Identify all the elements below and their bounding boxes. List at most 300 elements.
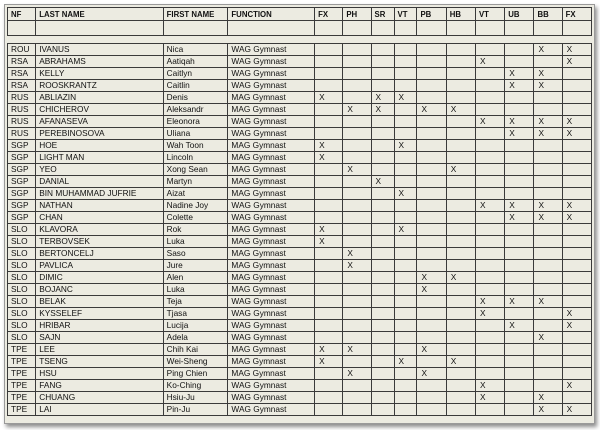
header-fx: FX (315, 8, 343, 21)
cell-apparatus-mark (417, 296, 446, 308)
cell-apparatus-mark (562, 140, 591, 152)
cell-apparatus-mark (534, 368, 562, 380)
cell-apparatus-mark (446, 212, 475, 224)
cell-first-name: Hsiu-Ju (163, 392, 228, 404)
table-row (8, 200, 592, 212)
cell-apparatus-mark (446, 44, 475, 56)
cell-apparatus-mark (446, 116, 475, 128)
cell-first-name: Adela (163, 332, 228, 344)
cell-nf: SGP (8, 188, 36, 200)
table-row (8, 80, 592, 92)
cell-last-name: TERBOVSEK (36, 236, 163, 248)
table-row (8, 392, 592, 404)
cell-function: MAG Gymnast (228, 344, 315, 356)
cell-apparatus-mark (394, 284, 417, 296)
cell-apparatus-mark (417, 128, 446, 140)
table-row (8, 368, 592, 380)
cell-apparatus-mark (562, 356, 591, 368)
cell-apparatus-mark (417, 260, 446, 272)
cell-first-name: Rok (163, 224, 228, 236)
cell-apparatus-mark (394, 320, 417, 332)
header-bb: BB (534, 8, 562, 21)
cell-last-name: CHUANG (36, 392, 163, 404)
cell-apparatus-mark (534, 272, 562, 284)
cell-apparatus-mark (505, 236, 534, 248)
cell-apparatus-mark: X (315, 152, 343, 164)
gymnast-entry-table (7, 7, 592, 416)
cell-apparatus-mark (505, 104, 534, 116)
table-row (8, 104, 592, 116)
cell-function: MAG Gymnast (228, 248, 315, 260)
cell-apparatus-mark (534, 260, 562, 272)
cell-apparatus-mark (343, 356, 371, 368)
cell-apparatus-mark (417, 176, 446, 188)
cell-apparatus-mark (394, 272, 417, 284)
cell-first-name: Colette (163, 212, 228, 224)
cell-apparatus-mark (394, 344, 417, 356)
cell-apparatus-mark (371, 296, 394, 308)
cell-apparatus-mark (475, 404, 504, 416)
cell-apparatus-mark (417, 200, 446, 212)
cell-apparatus-mark (371, 44, 394, 56)
cell-apparatus-mark (505, 308, 534, 320)
cell-apparatus-mark (417, 92, 446, 104)
cell-apparatus-mark: X (562, 212, 591, 224)
cell-nf: SGP (8, 200, 36, 212)
cell-apparatus-mark (343, 116, 371, 128)
cell-last-name: TSENG (36, 356, 163, 368)
cell-apparatus-mark (446, 368, 475, 380)
cell-nf: TPE (8, 380, 36, 392)
cell-apparatus-mark (446, 380, 475, 392)
cell-apparatus-mark (371, 56, 394, 68)
cell-apparatus-mark: X (371, 104, 394, 116)
cell-apparatus-mark (562, 392, 591, 404)
cell-apparatus-mark: X (394, 188, 417, 200)
cell-apparatus-mark (562, 332, 591, 344)
cell-apparatus-mark (446, 176, 475, 188)
cell-apparatus-mark (417, 116, 446, 128)
cell-apparatus-mark (505, 188, 534, 200)
cell-last-name: HOE (36, 140, 163, 152)
cell-apparatus-mark (315, 320, 343, 332)
cell-apparatus-mark (446, 296, 475, 308)
cell-apparatus-mark (562, 260, 591, 272)
cell-nf: SLO (8, 224, 36, 236)
cell-apparatus-mark (475, 260, 504, 272)
table-row (8, 68, 592, 80)
cell-apparatus-mark (562, 176, 591, 188)
cell-apparatus-mark (315, 56, 343, 68)
cell-apparatus-mark (417, 380, 446, 392)
cell-apparatus-mark (394, 56, 417, 68)
cell-apparatus-mark (534, 344, 562, 356)
cell-last-name: NATHAN (36, 200, 163, 212)
cell-apparatus-mark: X (394, 224, 417, 236)
cell-first-name: Luka (163, 236, 228, 248)
cell-last-name: IVANUS (36, 44, 163, 56)
cell-apparatus-mark: X (371, 176, 394, 188)
cell-apparatus-mark (562, 80, 591, 92)
cell-function: WAG Gymnast (228, 308, 315, 320)
cell-apparatus-mark (371, 116, 394, 128)
cell-function: MAG Gymnast (228, 272, 315, 284)
cell-last-name: AFANASEVA (36, 116, 163, 128)
cell-apparatus-mark (562, 236, 591, 248)
cell-apparatus-mark (534, 248, 562, 260)
cell-apparatus-mark (446, 320, 475, 332)
cell-apparatus-mark (371, 212, 394, 224)
cell-last-name: ROOSKRANTZ (36, 80, 163, 92)
cell-apparatus-mark (343, 284, 371, 296)
cell-apparatus-mark (562, 272, 591, 284)
cell-apparatus-mark (417, 44, 446, 56)
cell-apparatus-mark (315, 284, 343, 296)
cell-apparatus-mark (505, 224, 534, 236)
cell-apparatus-mark: X (394, 140, 417, 152)
cell-apparatus-mark (505, 332, 534, 344)
cell-apparatus-mark (562, 284, 591, 296)
cell-apparatus-mark (534, 188, 562, 200)
cell-apparatus-mark: X (315, 344, 343, 356)
cell-apparatus-mark: X (343, 260, 371, 272)
header-ub: UB (505, 8, 534, 21)
cell-nf: SLO (8, 236, 36, 248)
cell-apparatus-mark (446, 284, 475, 296)
cell-apparatus-mark: X (562, 116, 591, 128)
cell-first-name: Nadine Joy (163, 200, 228, 212)
cell-function: WAG Gymnast (228, 56, 315, 68)
table-row (8, 296, 592, 308)
cell-apparatus-mark (446, 404, 475, 416)
cell-apparatus-mark (394, 404, 417, 416)
cell-apparatus-mark (505, 284, 534, 296)
cell-apparatus-mark (417, 188, 446, 200)
cell-first-name: Xong Sean (163, 164, 228, 176)
cell-apparatus-mark (475, 212, 504, 224)
table-row (8, 116, 592, 128)
cell-function: MAG Gymnast (228, 284, 315, 296)
cell-function: WAG Gymnast (228, 212, 315, 224)
cell-last-name: BERTONCELJ (36, 248, 163, 260)
cell-last-name: KLAVORA (36, 224, 163, 236)
cell-apparatus-mark: X (475, 308, 504, 320)
cell-apparatus-mark (343, 392, 371, 404)
cell-apparatus-mark (315, 380, 343, 392)
cell-first-name: Uliana (163, 128, 228, 140)
cell-apparatus-mark: X (505, 200, 534, 212)
cell-function: WAG Gymnast (228, 332, 315, 344)
cell-last-name: ABLIAZIN (36, 92, 163, 104)
cell-apparatus-mark (505, 260, 534, 272)
cell-first-name: Jure (163, 260, 228, 272)
cell-function: WAG Gymnast (228, 320, 315, 332)
cell-apparatus-mark (394, 212, 417, 224)
cell-apparatus-mark (562, 164, 591, 176)
cell-apparatus-mark (475, 128, 504, 140)
cell-apparatus-mark: X (343, 368, 371, 380)
cell-apparatus-mark (562, 224, 591, 236)
cell-last-name: SAJN (36, 332, 163, 344)
cell-first-name: Teja (163, 296, 228, 308)
cell-apparatus-mark (534, 104, 562, 116)
cell-apparatus-mark (343, 92, 371, 104)
cell-apparatus-mark: X (475, 56, 504, 68)
table-row (8, 140, 592, 152)
cell-apparatus-mark: X (394, 356, 417, 368)
cell-apparatus-mark (371, 308, 394, 320)
cell-first-name: Pin-Ju (163, 404, 228, 416)
table-row (8, 56, 592, 68)
cell-apparatus-mark (417, 320, 446, 332)
cell-apparatus-mark (371, 380, 394, 392)
cell-apparatus-mark (371, 344, 394, 356)
cell-apparatus-mark (534, 92, 562, 104)
cell-apparatus-mark: X (505, 128, 534, 140)
cell-apparatus-mark (371, 128, 394, 140)
cell-nf: RUS (8, 128, 36, 140)
cell-nf: SGP (8, 164, 36, 176)
cell-apparatus-mark: X (446, 272, 475, 284)
cell-apparatus-mark (475, 152, 504, 164)
cell-apparatus-mark (343, 152, 371, 164)
cell-apparatus-mark (475, 164, 504, 176)
table-row (8, 128, 592, 140)
cell-apparatus-mark (562, 368, 591, 380)
cell-first-name: Tjasa (163, 308, 228, 320)
cell-function: WAG Gymnast (228, 392, 315, 404)
cell-nf: TPE (8, 344, 36, 356)
cell-apparatus-mark (343, 188, 371, 200)
cell-apparatus-mark (534, 236, 562, 248)
cell-last-name: BOJANC (36, 284, 163, 296)
cell-apparatus-mark: X (534, 296, 562, 308)
cell-apparatus-mark (343, 80, 371, 92)
cell-apparatus-mark (394, 308, 417, 320)
table-row (8, 248, 592, 260)
cell-last-name: FANG (36, 380, 163, 392)
cell-apparatus-mark (475, 356, 504, 368)
cell-apparatus-mark: X (505, 68, 534, 80)
cell-apparatus-mark: X (562, 380, 591, 392)
cell-last-name: BELAK (36, 296, 163, 308)
cell-nf: TPE (8, 392, 36, 404)
cell-apparatus-mark (371, 152, 394, 164)
cell-apparatus-mark (417, 212, 446, 224)
cell-apparatus-mark (446, 56, 475, 68)
cell-apparatus-mark (475, 224, 504, 236)
cell-apparatus-mark (505, 140, 534, 152)
cell-apparatus-mark: X (343, 248, 371, 260)
header-vt-wag: VT (475, 8, 504, 21)
cell-apparatus-mark: X (562, 56, 591, 68)
cell-apparatus-mark (417, 224, 446, 236)
table-body (8, 21, 592, 416)
cell-apparatus-mark: X (505, 320, 534, 332)
cell-apparatus-mark (417, 356, 446, 368)
cell-apparatus-mark (315, 68, 343, 80)
cell-apparatus-mark (371, 188, 394, 200)
blank-row (8, 21, 592, 36)
cell-last-name: LEE (36, 344, 163, 356)
cell-apparatus-mark (315, 212, 343, 224)
cell-apparatus-mark (562, 188, 591, 200)
cell-apparatus-mark: X (534, 116, 562, 128)
cell-apparatus-mark: X (446, 104, 475, 116)
cell-apparatus-mark (475, 44, 504, 56)
cell-apparatus-mark (371, 332, 394, 344)
cell-function: MAG Gymnast (228, 224, 315, 236)
cell-apparatus-mark (446, 224, 475, 236)
cell-function: WAG Gymnast (228, 404, 315, 416)
cell-apparatus-mark (534, 308, 562, 320)
table-row (8, 164, 592, 176)
cell-apparatus-mark (475, 320, 504, 332)
cell-last-name: DANIAL (36, 176, 163, 188)
cell-apparatus-mark (343, 44, 371, 56)
cell-apparatus-mark (446, 92, 475, 104)
cell-apparatus-mark (315, 332, 343, 344)
cell-apparatus-mark (562, 92, 591, 104)
cell-apparatus-mark (505, 380, 534, 392)
cell-apparatus-mark (371, 140, 394, 152)
cell-first-name: Nica (163, 44, 228, 56)
cell-nf: RUS (8, 92, 36, 104)
cell-apparatus-mark (371, 236, 394, 248)
cell-nf: SLO (8, 260, 36, 272)
cell-nf: TPE (8, 404, 36, 416)
cell-apparatus-mark: X (534, 392, 562, 404)
cell-first-name: Wei-Sheng (163, 356, 228, 368)
cell-apparatus-mark (371, 272, 394, 284)
cell-apparatus-mark (315, 176, 343, 188)
cell-apparatus-mark (446, 308, 475, 320)
cell-apparatus-mark: X (315, 236, 343, 248)
cell-first-name: Chih Kai (163, 344, 228, 356)
cell-apparatus-mark (505, 356, 534, 368)
cell-apparatus-mark: X (315, 92, 343, 104)
cell-apparatus-mark (394, 104, 417, 116)
cell-apparatus-mark (446, 128, 475, 140)
cell-apparatus-mark (417, 392, 446, 404)
cell-apparatus-mark: X (315, 224, 343, 236)
table-row (8, 212, 592, 224)
cell-last-name: PAVLICA (36, 260, 163, 272)
table-row (8, 176, 592, 188)
cell-apparatus-mark (475, 104, 504, 116)
cell-apparatus-mark (534, 140, 562, 152)
cell-apparatus-mark (371, 248, 394, 260)
cell-apparatus-mark (394, 164, 417, 176)
cell-apparatus-mark (394, 332, 417, 344)
cell-apparatus-mark (417, 404, 446, 416)
cell-last-name: PEREBINOSOVA (36, 128, 163, 140)
cell-apparatus-mark (394, 80, 417, 92)
cell-apparatus-mark (343, 296, 371, 308)
cell-apparatus-mark: X (417, 344, 446, 356)
cell-apparatus-mark (371, 368, 394, 380)
cell-apparatus-mark: X (505, 80, 534, 92)
cell-function: MAG Gymnast (228, 152, 315, 164)
cell-nf: RUS (8, 116, 36, 128)
cell-apparatus-mark (475, 272, 504, 284)
cell-apparatus-mark (505, 152, 534, 164)
cell-apparatus-mark: X (562, 308, 591, 320)
cell-apparatus-mark (475, 368, 504, 380)
cell-apparatus-mark (505, 44, 534, 56)
cell-apparatus-mark (343, 200, 371, 212)
cell-apparatus-mark (371, 260, 394, 272)
cell-apparatus-mark (446, 236, 475, 248)
header-sr: SR (371, 8, 394, 21)
table-row (8, 404, 592, 416)
cell-apparatus-mark: X (562, 404, 591, 416)
cell-apparatus-mark: X (417, 272, 446, 284)
cell-function: MAG Gymnast (228, 356, 315, 368)
cell-apparatus-mark: X (562, 128, 591, 140)
cell-nf: SGP (8, 212, 36, 224)
cell-apparatus-mark: X (505, 116, 534, 128)
cell-apparatus-mark (505, 176, 534, 188)
cell-apparatus-mark (417, 248, 446, 260)
table-row (8, 236, 592, 248)
cell-first-name: Luka (163, 284, 228, 296)
cell-apparatus-mark (315, 248, 343, 260)
cell-apparatus-mark (505, 92, 534, 104)
cell-apparatus-mark (417, 164, 446, 176)
cell-nf: RUS (8, 104, 36, 116)
cell-apparatus-mark: X (534, 68, 562, 80)
cell-apparatus-mark (446, 188, 475, 200)
cell-apparatus-mark (315, 260, 343, 272)
cell-apparatus-mark (417, 80, 446, 92)
cell-apparatus-mark (446, 80, 475, 92)
cell-apparatus-mark (315, 164, 343, 176)
cell-apparatus-mark: X (562, 200, 591, 212)
table-row (8, 188, 592, 200)
cell-nf: TPE (8, 368, 36, 380)
cell-apparatus-mark: X (534, 332, 562, 344)
cell-apparatus-mark (475, 92, 504, 104)
cell-apparatus-mark (417, 308, 446, 320)
cell-first-name: Wah Toon (163, 140, 228, 152)
cell-apparatus-mark: X (446, 356, 475, 368)
cell-last-name: BIN MUHAMMAD JUFRIE (36, 188, 163, 200)
cell-apparatus-mark (343, 176, 371, 188)
cell-nf: RSA (8, 80, 36, 92)
cell-apparatus-mark (446, 200, 475, 212)
cell-apparatus-mark (417, 68, 446, 80)
header-first-name: FIRST NAME (163, 8, 228, 21)
cell-apparatus-mark (417, 152, 446, 164)
cell-apparatus-mark (562, 344, 591, 356)
cell-apparatus-mark (534, 284, 562, 296)
cell-function: MAG Gymnast (228, 140, 315, 152)
header-last-name: LAST NAME (36, 8, 163, 21)
cell-first-name: Eleonora (163, 116, 228, 128)
table-row (8, 320, 592, 332)
cell-apparatus-mark (505, 368, 534, 380)
cell-apparatus-mark: X (534, 200, 562, 212)
cell-function: WAG Gymnast (228, 128, 315, 140)
cell-nf: SLO (8, 308, 36, 320)
cell-apparatus-mark (343, 272, 371, 284)
table-row (8, 284, 592, 296)
cell-apparatus-mark (394, 116, 417, 128)
cell-last-name: CHICHEROV (36, 104, 163, 116)
cell-nf: SLO (8, 284, 36, 296)
cell-apparatus-mark (315, 272, 343, 284)
